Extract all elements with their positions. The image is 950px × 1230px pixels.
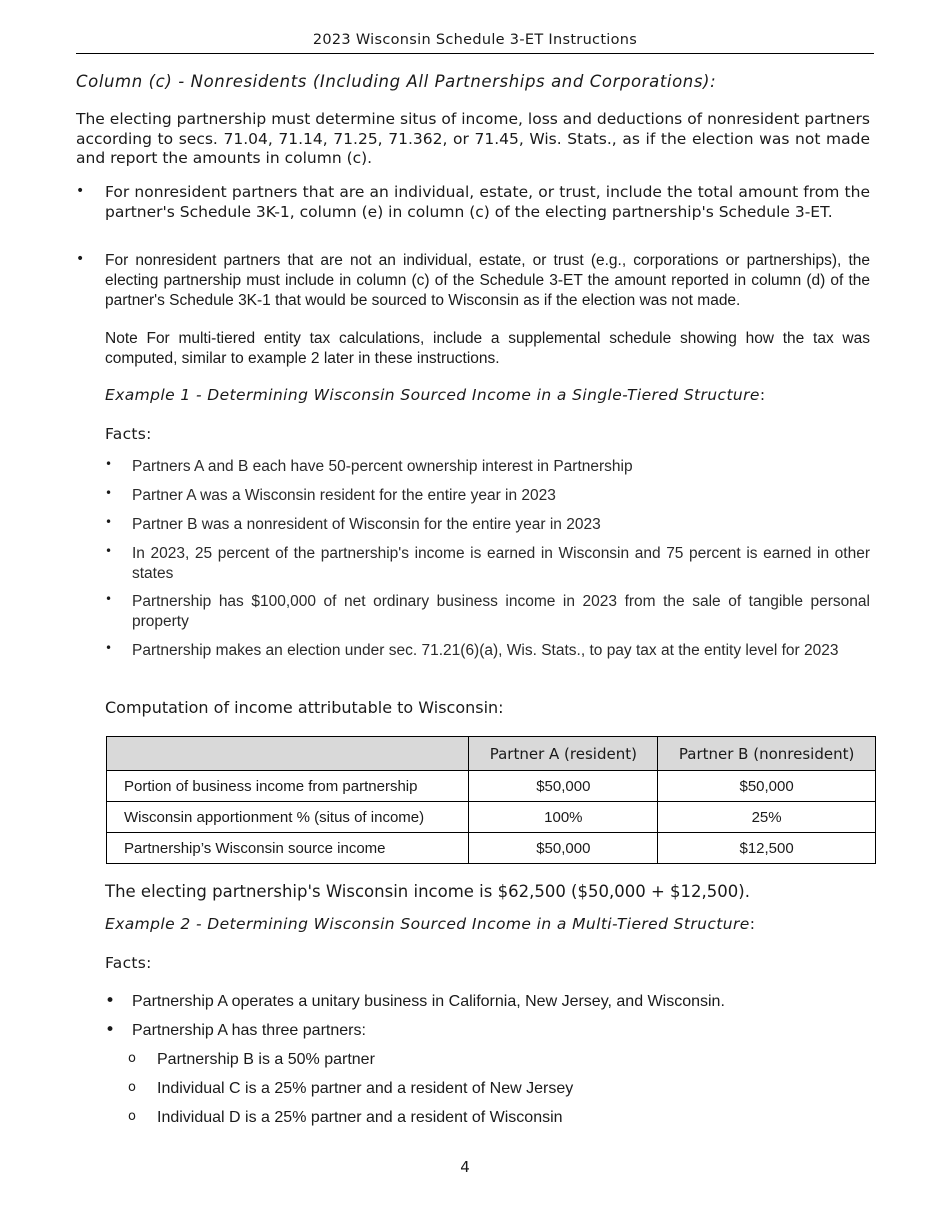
sub-list-item (128, 1108, 868, 1128)
section-title: Column (c) - Nonresidents (Including All Partnerships and Corporations): (76, 72, 717, 91)
list-item-text: Partnership has $100,000 of net ordinary business income in 2023 from the sale of tangible personal property (132, 593, 870, 630)
circle-bullet-icon: o (128, 1051, 136, 1066)
page-number: 4 (460, 1158, 470, 1176)
income-table (106, 736, 876, 864)
example-2-title (105, 915, 755, 933)
page-header: 2023 Wisconsin Schedule 3-ET Instructions (312, 32, 638, 48)
computation-label: Computation of income attributable to Wisconsin: (105, 698, 504, 717)
table-cell: 100% (469, 802, 658, 833)
list-item (105, 515, 870, 535)
list-item-text: Partnership makes an election under sec. 71.21(6)(a), Wis. Stats., to pay tax at the entity level for 2023 (132, 642, 839, 659)
list-item (105, 592, 870, 632)
example-1-title-text: Example 1 - Determining Wisconsin Sourced Income in a Single-Tiered Structure (105, 386, 760, 404)
table-row (107, 771, 876, 802)
header-divider (76, 53, 874, 54)
list-item (105, 641, 870, 661)
bullet-icon: • (105, 641, 113, 655)
table-cell: $50,000 (469, 833, 658, 864)
table-header-cell (107, 737, 469, 771)
list-item-text: Partner B was a nonresident of Wisconsin for the entire year in 2023 (132, 516, 601, 533)
sub-list-item-text: Individual C is a 25% partner and a resident of New Jersey (157, 1080, 574, 1097)
table-cell: Wisconsin apportionment % (situs of income) (107, 802, 469, 833)
list-item-text: Partner A was a Wisconsin resident for the entire year in 2023 (132, 487, 556, 504)
example-2-facts-label: Facts: (105, 954, 152, 972)
list-item (105, 544, 870, 584)
list-item-text: For nonresident partners that are an individual, estate, or trust, include the total amount from the partner's Schedule 3K-1, column (e) in column (c) of the electing partnership's Schedule 3-ET. (105, 183, 870, 221)
list-item (105, 486, 870, 506)
list-item-text: Partners A and B each have 50-percent ownership interest in Partnership (132, 458, 633, 475)
sub-list-item (128, 1079, 868, 1099)
example-1-title (105, 386, 766, 404)
circle-bullet-icon: o (128, 1080, 136, 1095)
list-item-text: Partnership A operates a unitary business in California, New Jersey, and Wisconsin. (132, 993, 725, 1010)
table-header-cell: Partner B (nonresident) (658, 737, 876, 771)
bullet-icon: • (105, 592, 113, 606)
table-cell: $50,000 (469, 771, 658, 802)
bullet-icon: • (105, 1020, 116, 1040)
bullet-icon: • (76, 251, 85, 267)
example-1-title-suffix: : (759, 386, 766, 404)
list-item (76, 183, 870, 222)
example-1-summary: The electing partnership's Wisconsin income is $62,500 ($50,000 + $12,500). (105, 882, 750, 901)
bullet-icon: • (105, 515, 113, 529)
example-1-facts-label: Facts: (105, 425, 152, 443)
bullet-icon: • (105, 991, 116, 1011)
list-item (76, 251, 870, 310)
table-header-cell: Partner A (resident) (469, 737, 658, 771)
list-item (105, 1021, 870, 1041)
table-cell: $50,000 (658, 771, 876, 802)
circle-bullet-icon: o (128, 1109, 136, 1124)
table-row (107, 802, 876, 833)
example-2-title-text: Example 2 - Determining Wisconsin Sourced Income in a Multi-Tiered Structure (105, 915, 750, 933)
list-item (105, 992, 870, 1012)
intro-paragraph: The electing partnership must determine situs of income, loss and deductions of nonresident partners according to secs. 71.04, 71.14, 71.25, 71.362, or 71.45, Wis. Stats., as if the election was not made and report the amounts in column (c). (76, 110, 870, 167)
list-item (105, 457, 870, 477)
note-paragraph: Note For multi-tiered entity tax calculations, include a supplemental schedule showing how the tax was computed, similar to example 2 later in these instructions. (105, 330, 870, 367)
table-row (107, 833, 876, 864)
table-cell: $12,500 (658, 833, 876, 864)
table-cell: Portion of business income from partnership (107, 771, 469, 802)
bullet-icon: • (76, 183, 85, 199)
list-item-text: In 2023, 25 percent of the partnership's income is earned in Wisconsin and 75 percent is earned in other states (132, 545, 870, 582)
sub-list-item-text: Individual D is a 25% partner and a resident of Wisconsin (157, 1109, 563, 1126)
bullet-icon: • (105, 457, 113, 471)
table-header-row (107, 737, 876, 771)
table-cell: Partnership’s Wisconsin source income (107, 833, 469, 864)
table-cell: 25% (658, 802, 876, 833)
sub-list-item-text: Partnership B is a 50% partner (157, 1051, 375, 1068)
sub-list-item (128, 1050, 868, 1070)
bullet-icon: • (105, 544, 113, 558)
example-2-title-suffix: : (749, 915, 756, 933)
list-item-text: Partnership A has three partners: (132, 1022, 366, 1039)
bullet-icon: • (105, 486, 113, 500)
list-item-text: For nonresident partners that are not an individual, estate, or trust (e.g., corporations or partnerships), the electing partnership must include in column (c) of the Schedule 3-ET the amount reported in column (d) of the partner's Schedule 3K-1 that would be sourced to Wisconsin as if the election was not made. (105, 252, 870, 309)
